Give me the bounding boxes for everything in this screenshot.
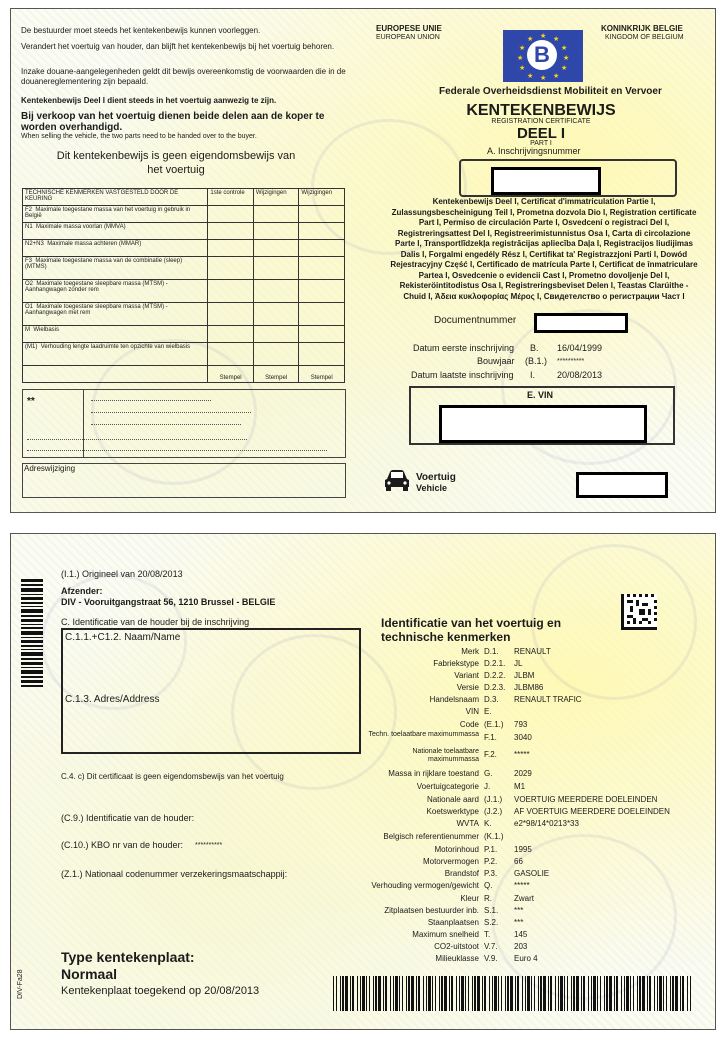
spec-value: M1 <box>514 782 526 791</box>
holder-section-title: C. Identificatie van de houder bij de inschrijving <box>61 617 250 627</box>
spec-code: D.3. <box>484 695 499 704</box>
spec-value: *** <box>514 906 524 915</box>
spec-label: Motorinhoud <box>434 845 479 854</box>
not-ownership-c4: C.4. c) Dit certificaat is geen eigendomsbewijs van het voertuig <box>61 772 284 781</box>
table-row-stamps <box>23 366 345 383</box>
redacted-vehicle-code <box>576 472 668 498</box>
row-code: M <box>25 327 30 333</box>
row-code: O1 <box>25 304 34 310</box>
row-code: O2 <box>25 281 34 287</box>
spec-label: Nationale toelaatbare maximummassa <box>412 748 479 763</box>
spec-label: VIN <box>465 707 479 716</box>
spec-code: V.7. <box>484 942 498 951</box>
ministry: Federale Overheidsdienst Mobiliteit en Vervoer <box>439 86 662 97</box>
row-label: Verhouding lengte laadruimte ten opzichte van wielbasis <box>40 344 191 350</box>
spec-code: J. <box>484 782 491 791</box>
spec-value: VOERTUIG MEERDERE DOELEINDEN <box>514 795 658 804</box>
dotted-line <box>91 424 241 425</box>
table-row <box>23 303 345 326</box>
reg-number-label: A. Inschrijvingsnummer <box>487 146 581 156</box>
stamp-label: Stempel <box>299 366 345 383</box>
first-registration-label: Datum eerste inschrijving <box>413 343 515 353</box>
spec-label: Zitplaatsen bestuurder inb. <box>384 906 479 915</box>
eu-label: EUROPESE UNIE <box>376 24 442 33</box>
last-registration-code: I. <box>530 370 536 380</box>
kingdom-label-en: KINGDOM OF BELGIUM <box>605 34 684 41</box>
first-registration-value: 16/04/1999 <box>557 343 603 353</box>
spec-label: Verhouding vermogen/gewicht <box>371 881 479 890</box>
row-code: (M1) <box>25 344 38 350</box>
spec-code: K. <box>484 819 492 828</box>
spec-value: Zwart <box>514 894 534 903</box>
build-year-value: ********** <box>557 358 585 365</box>
spec-code: (J.2.) <box>484 807 503 816</box>
spec-value: Euro 4 <box>514 954 538 963</box>
spec-value: JLBM <box>514 671 535 680</box>
spec-label: Merk <box>461 647 479 656</box>
note-1: De bestuurder moet steeds het kentekenbewijs kunnen voorleggen. <box>21 26 261 35</box>
plate-type-label: Type kentekenplaat: <box>61 949 195 965</box>
spec-code: P.1. <box>484 845 498 854</box>
bottom-barcode-icon <box>333 976 693 1011</box>
table-header: Wijzigingen <box>253 189 299 206</box>
not-ownership-notice: Dit kentekenbewijs is geen eigendomsbewijs van het voertuig <box>56 150 296 176</box>
table-row <box>23 240 345 257</box>
registration-certificate-page-1 <box>10 8 716 513</box>
last-registration-value: 20/08/2013 <box>557 370 603 380</box>
redacted-vin <box>439 405 647 443</box>
holder-id-c9: (C.9.) Identificatie van de houder: <box>61 813 195 823</box>
row-code: F3 <box>25 258 33 264</box>
multilingual-title: Kentekenbewijs Deel I, Certificat d'immatriculation Partie I, Zulassungsbescheinigung Teil I, Prometna dozvola Dio I, Registration certificate Part I, Permiso de circulación Parte I, Osvedcení o registraci Del I, Registreringsattest Del I, Registreerimistunnistus Osa I, Carta di circolazione Parte I, Transportlīdzekļa registrācijas apliecība Daļa I, Registracijos liudijimas Dalis I, Forgalmi engedély Rész I, Certifikat ta' Registrazzjoni Parti I, Dowód Rejestracyjny Część I, Certificado de matrícula Parte I, Certificat de înmatriculare Partea I, Osvedcenie o evidencii Cast I, Prometno dovoljenje Del I, Rekisteröintitodistus Osa I, Registreringsbeviset Delen I, Teastas Clarúithe - Chuid I, Άδεια κυκλοφορίας Μέρος Ι, Свидетелство о регистрации Част I <box>390 197 698 301</box>
eu-flag-icon: ★ ★ ★ ★ ★ ★ ★ ★ ★ ★ ★ ★ B <box>503 30 583 82</box>
plate-granted-date: Kentekenplaat toegekend op 20/08/2013 <box>61 985 260 997</box>
row-code: F2 <box>25 207 33 213</box>
spec-value: 203 <box>514 942 528 951</box>
spec-label: Belgisch referentienummer <box>383 832 479 841</box>
holder-address-label: C.1.3. Adres/Address <box>65 694 160 705</box>
spec-value: *** <box>514 918 524 927</box>
spec-value: 145 <box>514 930 528 939</box>
document-part-en: PART I <box>530 140 552 147</box>
row-label: Maximale toegestane massa van de combinatie (sleep) (MTMS) <box>25 258 183 270</box>
qr-code-icon <box>621 594 657 630</box>
spec-code: (E.1.) <box>484 720 504 729</box>
stamp-label: Stempel <box>253 366 299 383</box>
sale-note-en: When selling the vehicle, the two parts need to be handed over to the buyer. <box>21 133 257 140</box>
car-icon <box>383 468 411 492</box>
dotted-line <box>91 412 251 413</box>
spec-label: Staanplaatsen <box>427 918 479 927</box>
row-label: Maximale massa achteren (MMAR) <box>47 241 142 247</box>
spec-code: T. <box>484 930 491 939</box>
row-label: Maximale toegestane sleepbare massa (MTSM) - Aanhangwagen met rem <box>25 304 168 316</box>
document-number-label: Documentnummer <box>434 315 517 326</box>
spec-value: RENAULT TRAFIC <box>514 695 582 704</box>
redacted-reg-number <box>491 167 601 195</box>
sender-label: Afzender: <box>61 586 103 596</box>
spec-code: S.2. <box>484 918 499 927</box>
vehicle-label: Voertuig <box>416 472 456 483</box>
stamp-label: Stempel <box>208 366 254 383</box>
spec-value: 2029 <box>514 769 532 778</box>
spec-value: JLBM86 <box>514 683 544 692</box>
table-row <box>23 223 345 240</box>
document-part: DEEL I <box>516 125 566 142</box>
row-label: Maximale massa voorlan (MMVA) <box>36 224 126 230</box>
table-row <box>23 343 345 366</box>
spec-code: V.9. <box>484 954 498 963</box>
row-code: N2+N3 <box>25 241 44 247</box>
spec-label: Handelsnaam <box>429 695 479 704</box>
spec-value: AF VOERTUIG MEERDERE DOELEINDEN <box>514 807 670 816</box>
spec-label: Kleur <box>460 894 479 903</box>
table-header: Wijzigingen <box>299 189 345 206</box>
spec-label: Brandstof <box>444 869 479 878</box>
spec-code: Q. <box>484 881 493 890</box>
spec-value: e2*98/14*0213*33 <box>514 819 579 828</box>
technical-features-table <box>22 188 345 383</box>
sender-address: DIV - Vooruitgangstraat 56, 1210 Brussel - BELGIE <box>61 597 276 607</box>
vehicle-label-en: Vehicle <box>416 483 448 493</box>
row-label: Maximale toegestane sleepbare massa (MTSM) - Aanhangwagen zonder rem <box>25 281 168 293</box>
spec-label: Techn. toelaatbare maximummassa <box>368 731 479 738</box>
spec-label: Koetswerktype <box>426 807 479 816</box>
spec-code: D.2.1. <box>484 659 506 668</box>
dotted-line <box>27 439 247 440</box>
side-code: DIV-Fa28 <box>17 969 24 999</box>
spec-code: (K.1.) <box>484 832 504 841</box>
first-registration-code: B. <box>530 343 539 353</box>
document-title-en: REGISTRATION CERTIFICATE <box>491 118 591 125</box>
table-header: TECHNISCHE KENMERKEN VASTGESTELD DOOR DE KEURING <box>23 189 208 206</box>
table-row <box>23 326 345 343</box>
holder-stars: ** <box>27 396 35 407</box>
spec-label: WVTA <box>456 819 479 828</box>
note-4: Kentekenbewijs Deel I dient steeds in het voertuig aanwezig te zijn. <box>21 96 277 105</box>
origin-date: (I.1.) Origineel van 20/08/2013 <box>61 569 183 579</box>
spec-code: P.2. <box>484 857 498 866</box>
spec-label: CO2-uitstoot <box>434 942 479 951</box>
spec-label: Fabriekstype <box>433 659 479 668</box>
insurance-code-z1: (Z.1.) Nationaal codenummer verzekeringsmaatschappij: <box>61 869 288 879</box>
address-change-label: Adreswijziging <box>24 464 76 473</box>
side-barcode-icon <box>21 579 43 689</box>
spec-value: RENAULT <box>514 647 551 656</box>
spec-code: D.2.3. <box>484 683 506 692</box>
table-row <box>23 206 345 223</box>
kbo-number-value: ********** <box>195 842 223 849</box>
spec-value: ***** <box>514 881 530 890</box>
holder-name-label: C.1.1.+C1.2. Naam/Name <box>65 632 181 643</box>
spec-code: D.1. <box>484 647 499 656</box>
row-label: Maximale toegestane massa van het voertuig in gebruik in België <box>25 207 191 219</box>
build-year-code: (B.1.) <box>525 356 548 366</box>
spec-code: E. <box>484 707 492 716</box>
country-code: B <box>527 40 557 70</box>
spec-label: Massa in rijklare toestand <box>388 769 479 778</box>
spec-value: 3040 <box>514 733 532 742</box>
row-label: Wielbasis <box>33 327 60 333</box>
note-2: Verandert het voertuig van houder, dan blijft het kentekenbewijs bij het voertuig behoren. <box>21 42 335 51</box>
holder-identification-box <box>61 628 361 754</box>
spec-value: 66 <box>514 857 523 866</box>
spec-label: Nationale aard <box>426 795 479 804</box>
spec-label: Maximum snelheid <box>412 930 479 939</box>
spec-value: GASOLIE <box>514 869 550 878</box>
build-year-label: Bouwjaar <box>477 356 515 366</box>
registration-certificate-page-2 <box>10 533 716 1030</box>
spec-label: Voertuigcategorie <box>416 782 479 791</box>
dotted-line <box>91 400 211 401</box>
spec-value: JL <box>514 659 523 668</box>
document-title: KENTEKENBEWIJS <box>466 102 616 119</box>
table-header: 1ste controle <box>208 189 254 206</box>
spec-value: ***** <box>514 750 530 759</box>
kingdom-label: KONINKRIJK BELGIE <box>601 24 683 33</box>
spec-label: Milieuklasse <box>435 954 479 963</box>
spec-code: (J.1.) <box>484 795 503 804</box>
spec-label: Versie <box>456 683 479 692</box>
spec-code: S.1. <box>484 906 499 915</box>
spec-code: D.2.2. <box>484 671 506 680</box>
vin-label: E. VIN <box>526 390 553 400</box>
spec-label: Motorvermogen <box>422 857 479 866</box>
table-row <box>23 257 345 280</box>
table-row <box>23 280 345 303</box>
row-code: N1 <box>25 224 33 230</box>
redacted-document-number <box>534 313 628 333</box>
spec-code: R. <box>484 894 492 903</box>
last-registration-label: Datum laatste inschrijving <box>411 370 514 380</box>
kbo-number-c10: (C.10.) KBO nr van de houder: <box>61 840 184 850</box>
sale-note: Bij verkoop van het voertuig dienen beide delen aan de koper te worden overhandigd. <box>21 111 325 133</box>
spec-value: 793 <box>514 720 528 729</box>
dotted-line <box>27 450 327 451</box>
spec-code: F.2. <box>484 750 497 759</box>
note-3: Inzake douane-aangelegenheden geldt dit bewijs overeenkomstig de voorwaarden die in de douanereglementering zijn bepaald. <box>21 67 346 86</box>
eu-label-en: EUROPEAN UNION <box>376 34 440 41</box>
spec-label: Variant <box>454 671 479 680</box>
spec-label: Code <box>459 720 479 729</box>
spec-value: 1995 <box>514 845 532 854</box>
spec-code: P.3. <box>484 869 498 878</box>
spec-code: G. <box>484 769 493 778</box>
plate-type-value: Normaal <box>61 966 118 982</box>
vehicle-identification-title: Identificatie van het voertuig en technische kenmerken <box>381 616 562 644</box>
spec-code: F.1. <box>484 733 497 742</box>
